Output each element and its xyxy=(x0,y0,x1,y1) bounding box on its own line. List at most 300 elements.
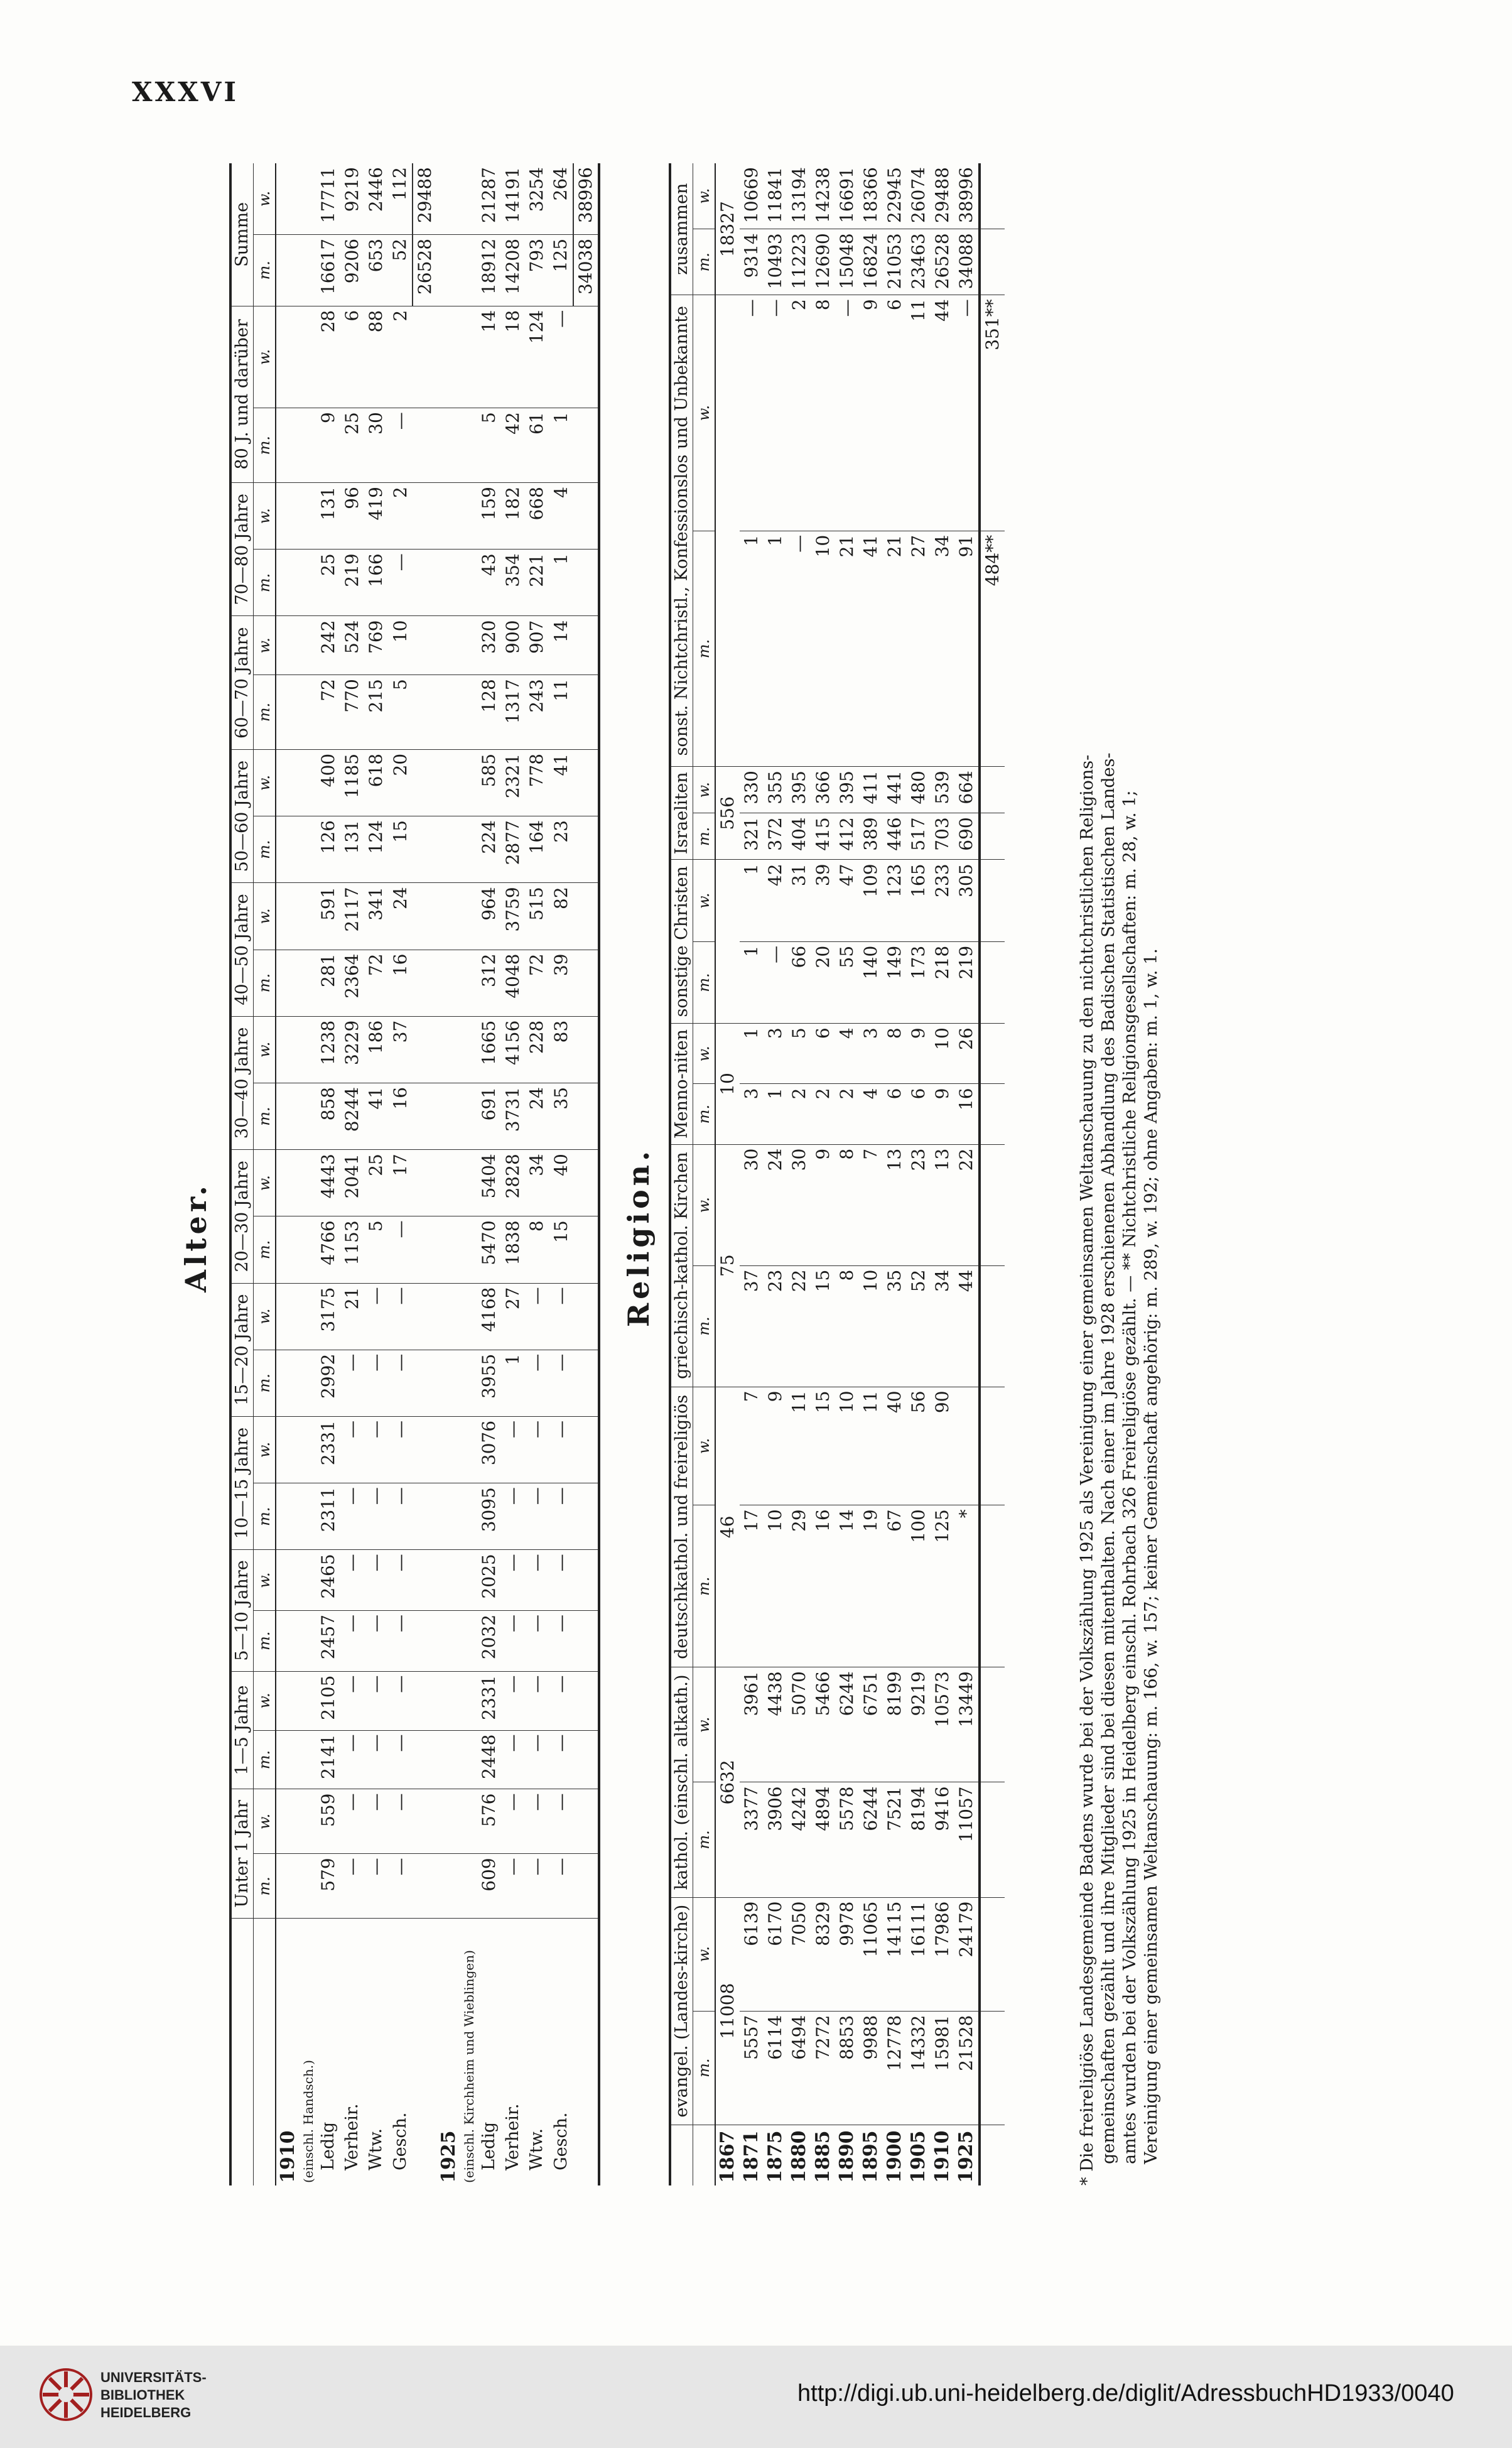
mw-header: m. xyxy=(254,1483,276,1550)
mw-header: w. xyxy=(254,483,276,550)
table-cell: 6 xyxy=(811,1024,835,1084)
age-group-header: 40—50 Jahre xyxy=(230,883,254,1016)
empty-cell xyxy=(437,816,461,883)
table-cell: 4438 xyxy=(764,1667,787,1782)
library-name-line: BIBLIOTHEK xyxy=(100,2387,185,2403)
table-cell: 125 xyxy=(549,234,573,306)
table-cell: 1238 xyxy=(316,1016,340,1083)
table-cell: 4443 xyxy=(316,1150,340,1216)
table-cell: — xyxy=(501,1416,525,1483)
age-label-header xyxy=(230,1919,254,2185)
empty-cell xyxy=(300,234,316,306)
table-cell: 691 xyxy=(477,1083,501,1149)
empty-cell xyxy=(413,1083,437,1149)
empty-cell xyxy=(276,749,300,816)
religion-group-header-row xyxy=(670,163,693,2185)
age-label-subheader xyxy=(254,1919,276,2185)
empty-cell xyxy=(573,1083,599,1149)
table-cell: 321 xyxy=(740,813,764,860)
total-row xyxy=(413,163,437,2185)
table-cell: 515 xyxy=(525,883,549,950)
empty-cell xyxy=(300,163,316,234)
table-cell: 5470 xyxy=(477,1216,501,1283)
table-cell: 264 xyxy=(549,163,573,234)
table-row xyxy=(859,163,883,2185)
table-cell: 4242 xyxy=(787,1782,811,1897)
empty-cell xyxy=(461,1083,477,1149)
empty-cell xyxy=(413,1283,437,1350)
empty-cell xyxy=(461,1350,477,1416)
table-cell: 14332 xyxy=(907,2011,931,2125)
empty-cell xyxy=(461,1789,477,1854)
empty-cell xyxy=(413,1730,437,1789)
religion-group-header: zusammen xyxy=(670,163,693,295)
table-cell: — xyxy=(388,550,413,616)
table-cell: — xyxy=(340,1483,364,1550)
total-cell: 26528 xyxy=(413,234,437,306)
age-group-header: 15—20 Jahre xyxy=(230,1283,254,1416)
mw-header: m. xyxy=(693,229,716,295)
age-group-header: 10—15 Jahre xyxy=(230,1416,254,1549)
table-cell: 17711 xyxy=(316,163,340,234)
empty-cell xyxy=(413,1150,437,1216)
year-label: 1867 xyxy=(716,2130,738,2183)
empty-cell xyxy=(461,816,477,883)
table-cell: 3229 xyxy=(340,1016,364,1083)
table-cell: — xyxy=(364,1416,388,1483)
table-cell: 480 xyxy=(907,767,931,813)
mw-header: w. xyxy=(254,1416,276,1483)
table-cell: 31 xyxy=(787,860,811,941)
table-cell: 10 xyxy=(859,1265,883,1387)
religion-group-header: sonstige Christen xyxy=(670,860,693,1024)
table-cell: 55 xyxy=(835,941,859,1023)
empty-cell xyxy=(461,408,477,483)
table-cell: — xyxy=(388,1550,413,1611)
empty-cell xyxy=(980,1084,1005,1144)
table-cell: 6170 xyxy=(764,1897,787,2011)
empty-cell xyxy=(413,1550,437,1611)
empty-cell xyxy=(300,675,316,750)
table-cell: 8853 xyxy=(835,2011,859,2125)
table-cell: 576 xyxy=(477,1789,501,1854)
row-label: Gesch. xyxy=(390,2112,410,2170)
table-cell: 96 xyxy=(340,483,364,550)
table-cell xyxy=(954,1387,980,1505)
table-cell: 126 xyxy=(316,816,340,883)
table-cell: 13 xyxy=(883,1144,907,1265)
table-cell: 320 xyxy=(477,616,501,675)
table-cell: 2 xyxy=(811,1084,835,1144)
footnote-line: gemeinschaften gezählt und ihre Mitglieder sind bei diesen mitenthalten. Nach einer im Jahre 1928 erschienenen Abhandlung des Badischen Statistischen Landes- xyxy=(1099,752,1118,2164)
table-cell: 355 xyxy=(764,767,787,813)
table-cell: — xyxy=(501,1550,525,1611)
table-cell: 37 xyxy=(388,1016,413,1083)
table-cell: 91 xyxy=(954,531,980,766)
mw-header: w. xyxy=(693,1144,716,1265)
table-cell: 793 xyxy=(525,234,549,306)
mw-header: m. xyxy=(254,675,276,750)
table-cell: 6139 xyxy=(740,1897,764,2011)
empty-cell xyxy=(276,1483,300,1550)
table-cell: 243 xyxy=(525,675,549,750)
year-label: 1895 xyxy=(860,2130,882,2183)
empty-cell xyxy=(461,749,477,816)
empty-cell xyxy=(300,1550,316,1611)
empty-cell xyxy=(437,749,461,816)
table-cell: 25 xyxy=(364,1150,388,1216)
table-cell: — xyxy=(501,1671,525,1730)
empty-cell xyxy=(276,1083,300,1149)
table-cell: 3961 xyxy=(740,1667,764,1782)
table-cell: 11057 xyxy=(954,1782,980,1897)
empty-cell xyxy=(276,1416,300,1483)
empty-cell xyxy=(980,1144,1005,1265)
empty-cell xyxy=(980,813,1005,860)
table-cell: — xyxy=(364,1789,388,1854)
table-cell: 9416 xyxy=(931,1782,954,1897)
empty-cell xyxy=(461,1730,477,1789)
table-row xyxy=(811,163,835,2185)
empty-cell xyxy=(300,1016,316,1083)
table-cell: 242 xyxy=(316,616,340,675)
table-cell: — xyxy=(388,1416,413,1483)
table-cell: — xyxy=(364,1483,388,1550)
table-cell: 8194 xyxy=(907,1782,931,1897)
empty-cell xyxy=(300,550,316,616)
table-cell: 4168 xyxy=(477,1283,501,1350)
table-cell: 10493 xyxy=(764,229,787,295)
table-cell: 1 xyxy=(549,550,573,616)
empty-cell xyxy=(980,229,1005,295)
table-cell: 5 xyxy=(787,1024,811,1084)
empty-cell xyxy=(980,1024,1005,1084)
empty-cell xyxy=(437,306,461,408)
table-cell: 166 xyxy=(364,550,388,616)
table-cell: 15981 xyxy=(931,2011,954,2125)
table-cell: 3095 xyxy=(477,1483,501,1550)
table-cell: 9 xyxy=(764,1387,787,1505)
empty-cell xyxy=(276,1150,300,1216)
mw-header: m. xyxy=(693,1505,716,1667)
table-cell: 9219 xyxy=(340,163,364,234)
table-cell: 14191 xyxy=(501,163,525,234)
year-note: (einschl. Kirchheim und Wieblingen) xyxy=(462,1950,477,2183)
empty-cell xyxy=(300,749,316,816)
table-cell: 585 xyxy=(477,749,501,816)
empty-cell xyxy=(573,1550,599,1611)
table-cell: 7521 xyxy=(883,1782,907,1897)
footnote-line: Vereinigung einer gemeinsamen Weltanschauung: m. 166, w. 157; keiner Gemeinschaft angehörig: m. 289, w. 192; ohne Angaben: m. 1, w. 1. xyxy=(1142,948,1161,2164)
religion-group-header: Menno-niten xyxy=(670,1024,693,1145)
table-cell: 1 xyxy=(740,1024,764,1084)
table-cell: — xyxy=(525,1671,549,1730)
empty-cell xyxy=(437,234,461,306)
mw-header: m. xyxy=(693,1782,716,1897)
empty-cell xyxy=(437,1550,461,1611)
empty-cell xyxy=(276,1283,300,1350)
table-cell: 14238 xyxy=(811,163,835,229)
table-row xyxy=(740,163,764,2185)
empty-cell xyxy=(437,1789,461,1854)
age-group-header: Summe xyxy=(230,163,254,306)
source-url-link[interactable]: http://digi.ub.uni-heidelberg.de/diglit/AdressbuchHD1933/0040 xyxy=(797,2380,1454,2407)
table-cell: 29 xyxy=(787,1505,811,1667)
empty-cell xyxy=(437,1283,461,1350)
empty-cell xyxy=(461,483,477,550)
table-cell: 2446 xyxy=(364,163,388,234)
table-cell: 21 xyxy=(835,531,859,766)
table-cell: 14 xyxy=(835,1505,859,1667)
empty-cell xyxy=(300,883,316,950)
table-cell: 149 xyxy=(883,941,907,1023)
table-cell: 2117 xyxy=(340,883,364,950)
empty-cell xyxy=(980,860,1005,941)
table-cell: 28 xyxy=(316,306,340,408)
empty-cell xyxy=(461,1610,477,1671)
empty-cell xyxy=(276,1789,300,1854)
table-cell: — xyxy=(525,1483,549,1550)
age-group-header: 30—40 Jahre xyxy=(230,1016,254,1149)
table-cell: 26074 xyxy=(907,163,931,229)
empty-cell xyxy=(276,816,300,883)
table-cell: 9314 xyxy=(740,229,764,295)
table-cell: 6 xyxy=(340,306,364,408)
empty-cell xyxy=(413,483,437,550)
table-cell: 16 xyxy=(388,1083,413,1149)
empty-cell xyxy=(573,1283,599,1350)
empty-cell xyxy=(437,1350,461,1416)
empty-cell xyxy=(461,306,477,408)
table-cell: — xyxy=(549,306,573,408)
empty-cell xyxy=(437,883,461,950)
table-cell: — xyxy=(340,1789,364,1854)
empty-cell xyxy=(461,1854,477,1919)
table-cell: 26528 xyxy=(931,229,954,295)
table-cell: 47 xyxy=(835,860,859,941)
table-cell: 12690 xyxy=(811,229,835,295)
empty-cell xyxy=(413,550,437,616)
table-cell: 281 xyxy=(316,950,340,1016)
table-cell: 21528 xyxy=(954,2011,980,2125)
table-cell: — xyxy=(549,1550,573,1611)
table-cell: 769 xyxy=(364,616,388,675)
empty-cell xyxy=(980,1387,1005,1505)
empty-cell xyxy=(573,1919,599,2185)
table-cell: 8244 xyxy=(340,1083,364,1149)
table-cell: — xyxy=(525,1350,549,1416)
empty-cell xyxy=(573,1350,599,1416)
table-cell: 13 xyxy=(931,1144,954,1265)
mw-header: w. xyxy=(254,1789,276,1854)
table-cell: 5 xyxy=(477,408,501,483)
empty-cell xyxy=(461,1150,477,1216)
empty-cell xyxy=(437,950,461,1016)
religion-group-header: sonst. Nichtchristl., Konfessionslos und Unbekannte xyxy=(670,295,693,767)
table-cell: 11 xyxy=(859,1387,883,1505)
year-label: 1880 xyxy=(788,2130,810,2183)
table-cell: 1 xyxy=(764,1084,787,1144)
table-cell: 11 xyxy=(549,675,573,750)
table-cell: 21287 xyxy=(477,163,501,234)
empty-cell xyxy=(461,1216,477,1283)
table-cell: — xyxy=(364,1730,388,1789)
empty-cell xyxy=(980,1505,1005,1667)
empty-cell xyxy=(437,616,461,675)
table-cell: 72 xyxy=(364,950,388,1016)
empty-cell xyxy=(461,1416,477,1483)
table-cell: 1 xyxy=(740,860,764,941)
religion-section-title: Religion. xyxy=(622,1147,656,1328)
empty-cell xyxy=(573,1854,599,1919)
row-label: Gesch. xyxy=(551,2112,571,2170)
table-cell: 6 xyxy=(907,1084,931,1144)
row-label: Wtw. xyxy=(366,2128,386,2170)
table-cell: — xyxy=(549,1610,573,1671)
table-cell: 16 xyxy=(811,1505,835,1667)
row-label: Wtw. xyxy=(527,2128,546,2170)
empty-cell xyxy=(573,816,599,883)
table-cell: — xyxy=(388,1283,413,1350)
table-cell: 5578 xyxy=(835,1782,859,1897)
table-cell: 668 xyxy=(525,483,549,550)
table-cell: 9206 xyxy=(340,234,364,306)
table-cell: 964 xyxy=(477,883,501,950)
table-cell: 20 xyxy=(388,749,413,816)
empty-cell xyxy=(573,1789,599,1854)
table-cell: — xyxy=(388,1789,413,1854)
table-cell: 22 xyxy=(787,1265,811,1387)
table-cell: 1 xyxy=(549,408,573,483)
total-cell: 29488 xyxy=(413,163,437,234)
table-cell: 21 xyxy=(340,1283,364,1350)
empty-cell xyxy=(980,1897,1005,2011)
table-cell: 1 xyxy=(501,1350,525,1416)
year-label: 1900 xyxy=(883,2130,905,2183)
page-number: XXXVI xyxy=(132,77,239,107)
table-cell: 72 xyxy=(525,950,549,1016)
merged-cell: 11008 xyxy=(715,1897,740,2125)
table-cell: — xyxy=(340,1550,364,1611)
table-cell: 7 xyxy=(740,1387,764,1505)
table-cell: 579 xyxy=(316,1854,340,1919)
table-cell: — xyxy=(835,295,859,531)
table-cell: 900 xyxy=(501,616,525,675)
age-group-header: 70—80 Jahre xyxy=(230,483,254,616)
table-cell: — xyxy=(364,1283,388,1350)
table-row xyxy=(364,163,388,2185)
table-cell: 858 xyxy=(316,1083,340,1149)
table-cell: 2877 xyxy=(501,816,525,883)
table-row xyxy=(477,163,501,2185)
table-cell: 415 xyxy=(811,813,835,860)
empty-cell xyxy=(980,2011,1005,2125)
university-library-logo-icon xyxy=(39,2368,93,2422)
table-cell: 372 xyxy=(764,813,787,860)
table-cell: 22945 xyxy=(883,163,907,229)
year-label: 1925 xyxy=(438,2130,460,2183)
row-label: Ledig xyxy=(479,2121,499,2170)
table-cell: 16617 xyxy=(316,234,340,306)
table-cell: 173 xyxy=(907,941,931,1023)
table-cell: — xyxy=(525,1283,549,1350)
table-cell: 3377 xyxy=(740,1782,764,1897)
empty-cell xyxy=(980,1782,1005,1897)
empty-cell xyxy=(276,408,300,483)
table-row xyxy=(549,163,573,2185)
table-cell: 411 xyxy=(859,767,883,813)
table-cell: 8 xyxy=(811,295,835,531)
merged-cell xyxy=(715,295,740,767)
table-cell: — xyxy=(525,1610,549,1671)
empty-cell xyxy=(413,616,437,675)
empty-cell xyxy=(573,749,599,816)
table-cell: 18 xyxy=(501,306,525,408)
library-name xyxy=(100,2369,207,2422)
empty-cell xyxy=(413,1416,437,1483)
footnote-line: * Die freireligiöse Landesgemeinde Badens wurde bei der Volkszählung 1925 als Vereinigung einer gemeinsamen Weltanschauung zu den nichtchristlichen Religions- xyxy=(1077,754,1097,2185)
merged-cell: 18327 xyxy=(715,163,740,295)
table-cell: — xyxy=(340,1671,364,1730)
empty-cell xyxy=(573,675,599,750)
table-cell: 35 xyxy=(883,1265,907,1387)
empty-cell xyxy=(461,1483,477,1550)
table-cell: 14 xyxy=(477,306,501,408)
table-cell: 3 xyxy=(740,1084,764,1144)
year-row xyxy=(276,163,300,2185)
table-cell: — xyxy=(549,1671,573,1730)
empty-cell xyxy=(461,883,477,950)
mw-header: m. xyxy=(254,234,276,306)
table-cell: — xyxy=(340,1416,364,1483)
religion-table xyxy=(669,163,1005,2185)
table-cell: 1153 xyxy=(340,1216,364,1283)
table-cell: 10 xyxy=(764,1505,787,1667)
mw-header: w. xyxy=(693,1897,716,2011)
table-cell: 4766 xyxy=(316,1216,340,1283)
empty-cell xyxy=(461,1016,477,1083)
table-cell: 23 xyxy=(764,1265,787,1387)
table-cell: 441 xyxy=(883,767,907,813)
table-cell: 3955 xyxy=(477,1350,501,1416)
footnote xyxy=(1077,163,1162,2185)
empty-cell xyxy=(300,1416,316,1483)
table-row xyxy=(835,163,859,2185)
table-cell: — xyxy=(340,1350,364,1416)
table-row xyxy=(954,163,980,2185)
empty-cell xyxy=(300,616,316,675)
table-cell: 15 xyxy=(811,1265,835,1387)
table-cell: 16691 xyxy=(835,163,859,229)
mw-header: m. xyxy=(254,1610,276,1671)
empty-cell xyxy=(300,1283,316,1350)
table-cell: 9 xyxy=(316,408,340,483)
table-cell: 15048 xyxy=(835,229,859,295)
table-cell: 446 xyxy=(883,813,907,860)
mw-header: w. xyxy=(254,883,276,950)
table-cell: — xyxy=(954,295,980,531)
table-cell: 44 xyxy=(931,295,954,531)
empty-cell xyxy=(413,1216,437,1283)
table-cell: 61 xyxy=(525,408,549,483)
age-group-header: 80 J. und darüber xyxy=(230,306,254,482)
table-row xyxy=(931,163,954,2185)
empty-cell xyxy=(276,1730,300,1789)
age-mw-header-row xyxy=(254,163,276,2185)
table-cell: 8 xyxy=(835,1144,859,1265)
rotated-page-content xyxy=(166,138,1472,2211)
table-cell: 23 xyxy=(549,816,573,883)
